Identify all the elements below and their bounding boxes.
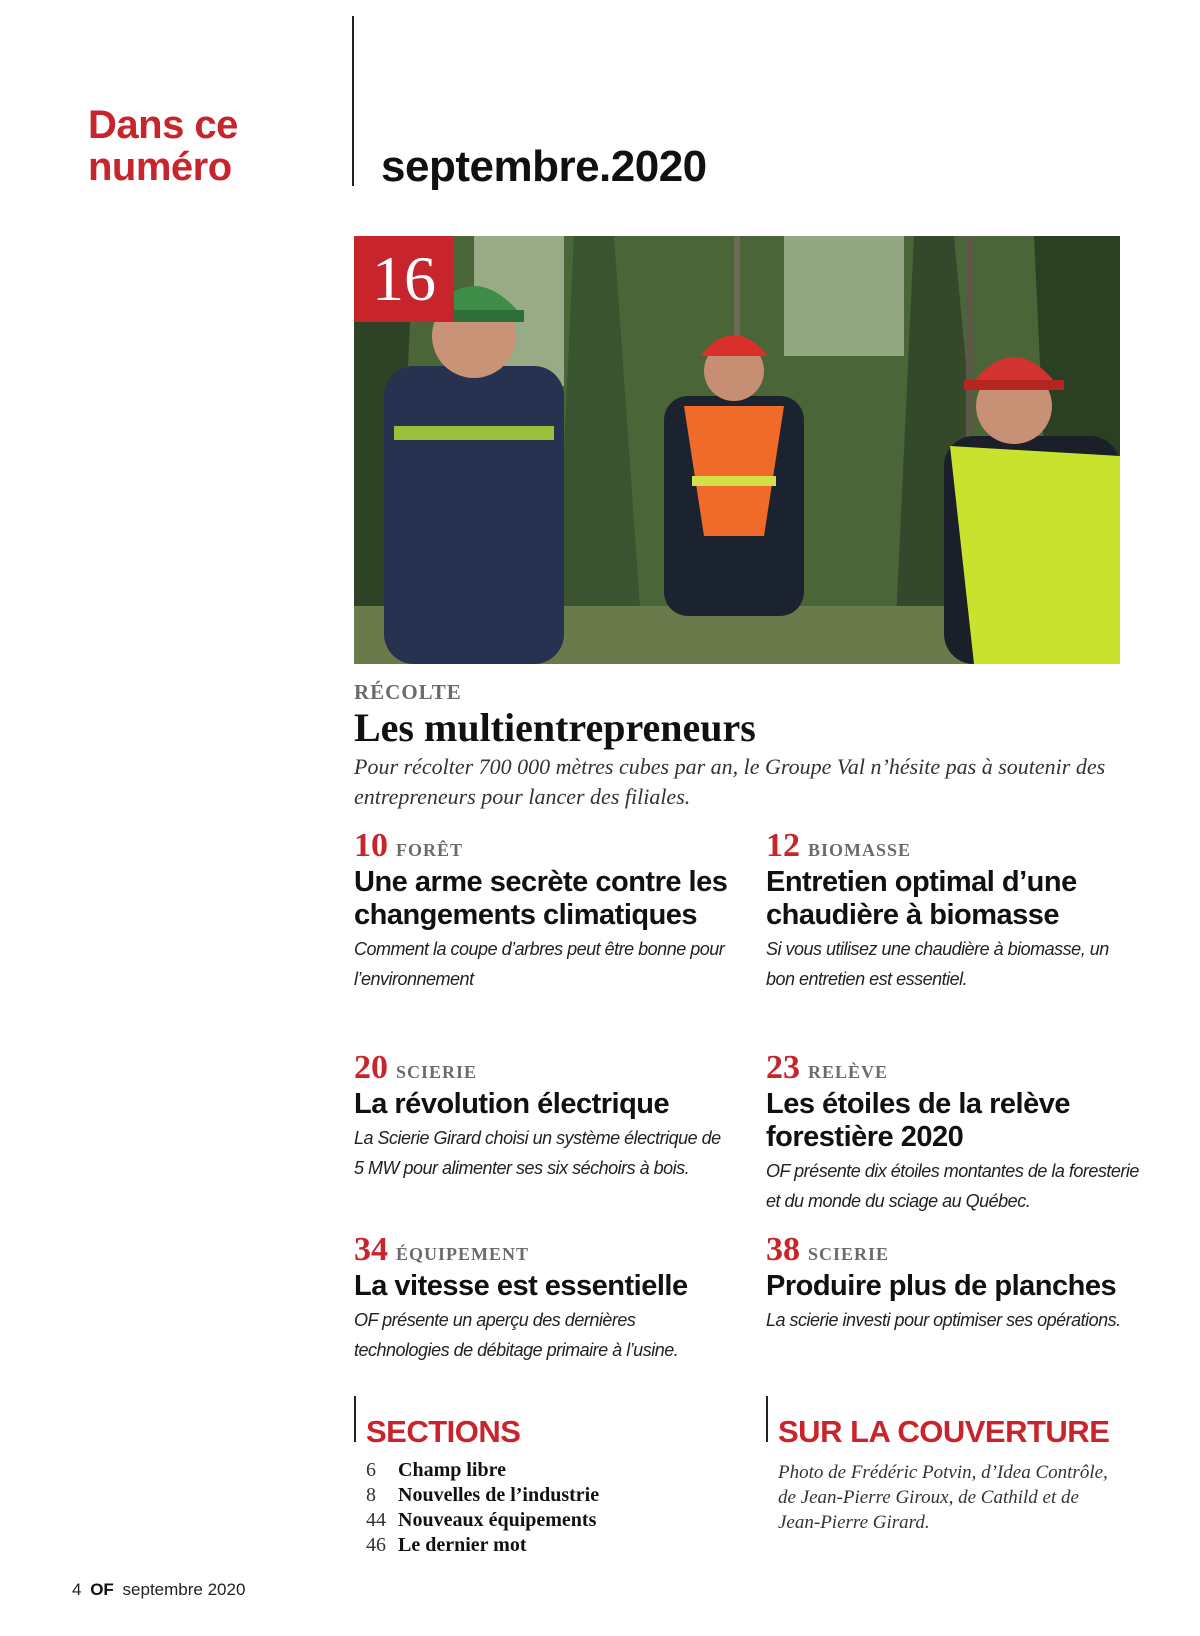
cover-divider [766,1396,768,1442]
section-page: 8 [366,1484,376,1506]
article-page-number: 23 [766,1049,800,1086]
article-item[interactable] [766,828,1141,994]
article-category: SCIERIE [808,1244,890,1264]
article-title[interactable]: La vitesse est essentielle [354,1270,688,1302]
article-category: RELÈVE [808,1062,889,1082]
section-name: Nouvelles de l’industrie [398,1484,600,1506]
section-page: 44 [366,1509,386,1531]
section-name: Le dernier mot [398,1534,527,1556]
article-category: FORÊT [396,840,464,860]
vertical-divider [352,16,354,186]
section-item[interactable] [366,1508,599,1533]
footer-brand: OF [90,1580,114,1599]
article-header [766,1232,1141,1268]
section-page: 6 [366,1459,376,1481]
section-name: Nouveaux équipements [398,1509,597,1531]
article-header [766,1050,1141,1086]
page-section-title [88,104,238,188]
article-description: La scierie investi pour optimiser ses opérations. [766,1310,1121,1330]
section-title-line1: Dans ce [88,103,238,147]
section-item[interactable] [366,1483,599,1508]
forest-workers-illustration [354,236,1120,664]
article-page-number: 20 [354,1049,388,1086]
section-page: 46 [366,1534,386,1556]
featured-title[interactable]: Les multientrepreneurs [354,705,756,750]
article-header [354,828,729,864]
article-description: Si vous utilisez une chaudière à biomasse, un bon entretien est essentiel. [766,939,1109,989]
article-description: La Scierie Girard choisi un système électrique de 5 MW pour alimenter ses six séchoirs à bois. [354,1128,721,1178]
sections-divider [354,1396,356,1442]
article-title[interactable]: Les étoiles de la relève forestière 2020 [766,1088,1070,1153]
section-title-line2: numéro [88,145,232,189]
article-item[interactable] [766,1232,1141,1335]
cover-photo[interactable] [354,236,1120,664]
sections-title: SECTIONS [366,1414,521,1449]
article-item[interactable] [354,1232,729,1365]
cover-caption: Photo de Frédéric Potvin, d’Idea Contrôle, de Jean-Pierre Giroux, de Cathild et de Jean-Pierre Girard. [778,1462,1108,1533]
page-footer [72,1580,245,1600]
article-page-number: 34 [354,1231,388,1268]
article-item[interactable] [766,1050,1141,1216]
article-page-number: 38 [766,1231,800,1268]
article-description: Comment la coupe d’arbres peut être bonne pour l’environnement [354,939,725,989]
section-name: Champ libre [398,1459,506,1481]
article-title[interactable]: Entretien optimal d’une chaudière à biomasse [766,866,1077,931]
article-item[interactable] [354,828,729,994]
article-category: ÉQUIPEMENT [396,1244,530,1264]
article-item[interactable] [354,1050,729,1183]
footer-page-number: 4 [72,1580,82,1599]
article-description: OF présente dix étoiles montantes de la foresterie et du monde du sciage au Québec. [766,1161,1139,1211]
section-item[interactable] [366,1533,599,1558]
featured-category: RÉCOLTE [354,680,462,704]
article-header [354,1232,729,1268]
section-item[interactable] [366,1458,599,1483]
sections-list [366,1458,599,1558]
article-category: SCIERIE [396,1062,478,1082]
article-header [354,1050,729,1086]
article-title[interactable]: Produire plus de planches [766,1270,1117,1302]
article-title[interactable]: La révolution électrique [354,1088,670,1120]
featured-page-badge: 16 [354,236,454,322]
article-category: BIOMASSE [808,840,912,860]
article-description: OF présente un aperçu des dernières technologies de débitage primaire à l’usine. [354,1310,679,1360]
footer-issue: septembre 2020 [122,1580,246,1599]
article-page-number: 12 [766,827,800,864]
article-header [766,828,1141,864]
article-title[interactable]: Une arme secrète contre les changements climatiques [354,866,728,931]
issue-date: septembre.2020 [381,142,707,191]
featured-description: Pour récolter 700 000 mètres cubes par an, le Groupe Val n’hésite pas à soutenir des entrepreneurs pour lancer des filiales. [354,754,1106,809]
article-page-number: 10 [354,827,388,864]
cover-title: SUR LA COUVERTURE [778,1414,1110,1449]
